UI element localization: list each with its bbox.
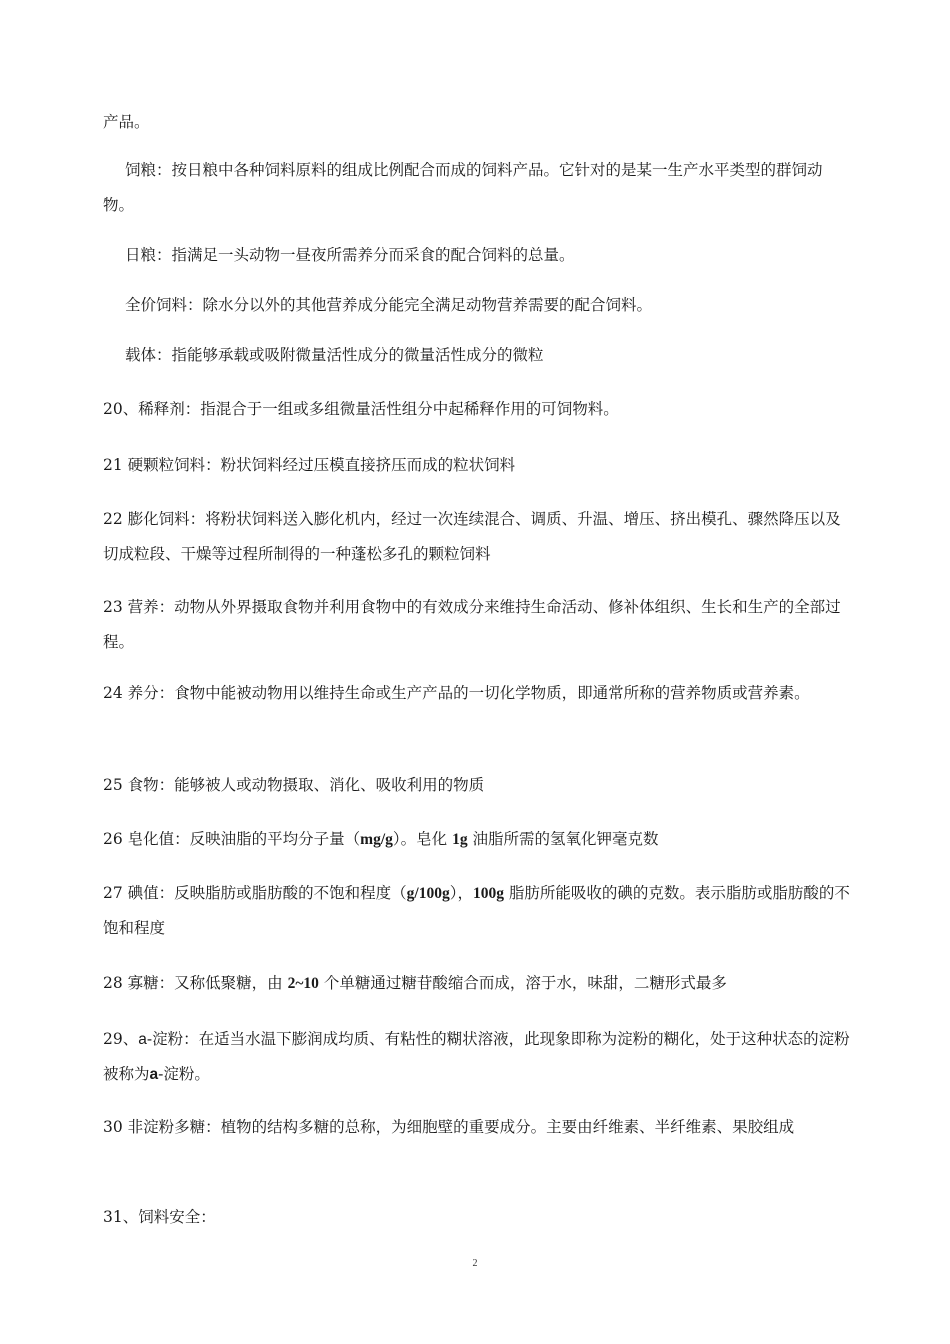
text-segment: -淀粉：在适当水温下膨润成均质、有粘性的糊状溶液，此现象即称为淀粉的糊化，处于这种状态的淀粉被称为 (103, 1030, 850, 1083)
text-segment: 油脂所需的氢氧化钾毫克数 (467, 830, 659, 848)
paragraph-continuation: 产品。 (103, 113, 150, 131)
paragraph-siliang: 饲粮：按日粮中各种饲料原料的组成比例配合而成的饲料产品。它针对的是某一生产水平类型的群饲动物。 (103, 161, 823, 214)
paragraph-26-zaohuazhi (103, 822, 853, 857)
paragraph-20-xishiji: 20、稀释剂：指混合于一组或多组微量活性组分中起稀释作用的可饲物料。 (103, 400, 619, 418)
text-segment: 27 碘值：反映脂肪或脂肪酸的不饱和程度（ (103, 884, 407, 902)
unit-bold: g/100g (406, 885, 450, 902)
text-segment: 脂肪所能吸收的碘的克数。表示脂肪或脂肪酸的不饱和程度 (103, 884, 850, 937)
paragraph-quanjia-siliao: 全价饲料：除水分以外的其他营养成分能完全满足动物营养需要的配合饲料。 (125, 296, 653, 314)
range-bold: 2~10 (287, 975, 319, 992)
text-segment: -淀粉。 (158, 1065, 210, 1083)
alpha-symbol: a (149, 1066, 159, 1083)
alpha-symbol: a (138, 1031, 147, 1048)
text-segment: 29、 (103, 1030, 139, 1048)
text-segment: ）， (449, 884, 473, 902)
unit-bold: 100g (472, 885, 504, 902)
text-segment: 个单糖通过糖苷酸缩合而成，溶于水，味甜，二糖形式最多 (318, 974, 727, 992)
paragraph-zaiti: 载体：指能够承载或吸附微量活性成分的微量活性成分的微粒 (125, 346, 544, 364)
page-number: 2 (472, 1258, 478, 1269)
unit-bold: 1g (452, 831, 468, 848)
paragraph-28-guatang (103, 966, 853, 1001)
paragraph-23-yingyang: 23 营养：动物从外界摄取食物并利用食物中的有效成分来维持生命活动、修补体组织、生长和生产的全部过程。 (103, 598, 841, 651)
paragraph-22-penghua: 22 膨化饲料：将粉状饲料送入膨化机内，经过一次连续混合、调质、升温、增压、挤出模孔、骤然降压以及切成粒段、干燥等过程所制得的一种蓬松多孔的颗粒饲料 (103, 510, 841, 563)
text-segment: 28 寡糖：又称低聚糖，由 (103, 974, 288, 992)
paragraph-21-yingkeli: 21 硬颗粒饲料：粉状饲料经过压模直接挤压而成的粒状饲料 (103, 456, 516, 474)
paragraph-24-yangfen: 24 养分：食物中能被动物用以维持生命或生产产品的一切化学物质，即通常所称的营养物质或营养素。 (103, 684, 810, 702)
paragraph-27-dianzhi (103, 876, 853, 946)
text-segment: ）。皂化 (392, 830, 453, 848)
paragraph-29-a-dianfen (103, 1022, 853, 1092)
paragraph-30-feidianfen: 30 非淀粉多糖：植物的结构多糖的总称，为细胞壁的重要成分。主要由纤维素、半纤维素、果胶组成 (103, 1118, 795, 1136)
paragraph-25-shiwu: 25 食物：能够被人或动物摄取、消化、吸收利用的物质 (103, 776, 485, 794)
unit-bold: mg/g (360, 831, 393, 848)
text-segment: 26 皂化值：反映油脂的平均分子量（ (103, 830, 361, 848)
paragraph-31-siliao-anquan: 31、饲料安全： (103, 1208, 216, 1226)
paragraph-riliang: 日粮：指满足一头动物一昼夜所需养分而采食的配合饲料的总量。 (125, 246, 575, 264)
